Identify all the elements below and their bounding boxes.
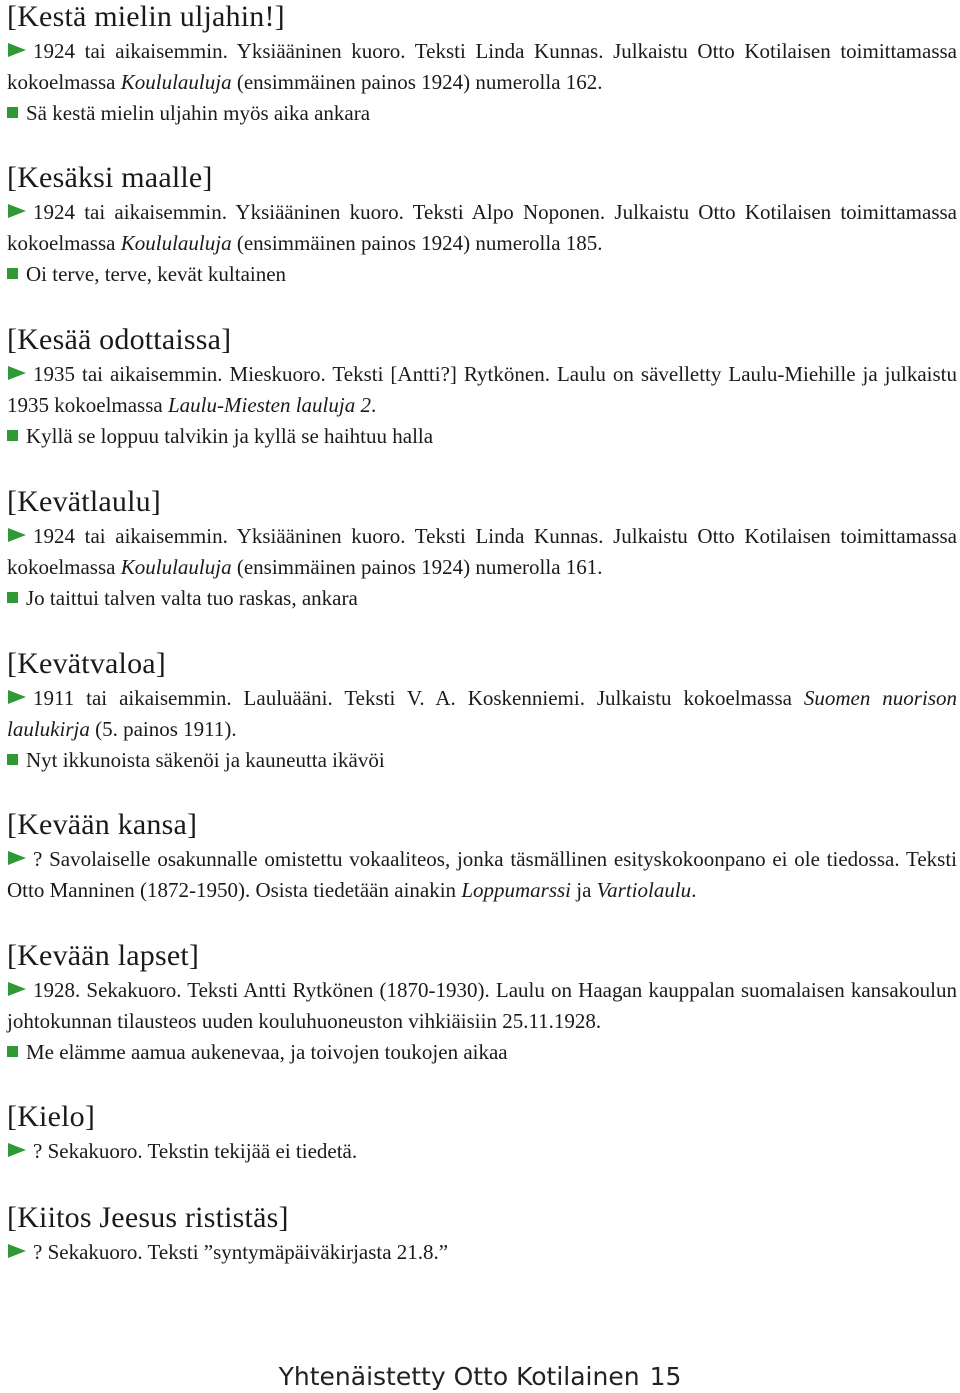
lyric-text: Jo taittui talven valta tuo raskas, ankara bbox=[26, 586, 358, 610]
publication-title: Loppumarssi bbox=[461, 878, 572, 902]
info-text-segment: (5. painos 1911). bbox=[89, 717, 237, 741]
song-info-text bbox=[33, 1139, 357, 1163]
publication-title: Koululauluja bbox=[120, 231, 232, 255]
song-info-text bbox=[7, 39, 957, 94]
song-title: [Kestä mielin uljahin!] bbox=[7, 0, 285, 33]
publication-title: Vartiolaulu bbox=[596, 878, 692, 902]
song-entry bbox=[7, 1201, 957, 1268]
green-square-icon bbox=[7, 107, 18, 118]
page-footer bbox=[0, 1362, 960, 1392]
right-triangle-icon bbox=[7, 197, 33, 228]
green-square-icon bbox=[7, 592, 18, 603]
right-triangle-icon bbox=[7, 844, 33, 875]
right-triangle-icon bbox=[7, 359, 33, 390]
song-info-text bbox=[7, 200, 957, 255]
info-text-segment: 1924 tai aikaisemmin. Yksiääninen kuoro. Teksti Linda Kunnas. Julkaistu Otto Kotilaisen toimittamassa kokoelmassa bbox=[7, 524, 957, 579]
song-info bbox=[7, 975, 957, 1037]
song-entry bbox=[7, 161, 957, 290]
lyric-text: Me elämme aamua aukenevaa, ja toivojen toukojen aikaa bbox=[26, 1040, 508, 1064]
song-entry bbox=[7, 939, 957, 1068]
lyric-text: Oi terve, terve, kevät kultainen bbox=[26, 262, 287, 286]
song-title: [Kiitos Jeesus rististäs] bbox=[7, 1201, 289, 1234]
info-text-segment: . bbox=[370, 393, 377, 417]
song-info bbox=[7, 197, 957, 259]
right-triangle-icon bbox=[7, 1136, 33, 1167]
green-square-icon bbox=[7, 754, 18, 765]
info-text-segment: 1924 tai aikaisemmin. Yksiääninen kuoro. Teksti Alpo Noponen. Julkaistu Otto Kotilaisen toimittamassa kokoelmassa bbox=[7, 200, 957, 255]
song-title: [Kevään lapset] bbox=[7, 939, 200, 972]
song-entry bbox=[7, 808, 957, 906]
right-triangle-icon bbox=[7, 1237, 33, 1268]
info-text-segment: 1935 tai aikaisemmin. Mieskuoro. Teksti [Antti?] Rytkönen. Laulu on sävelletty Laulu-Miehille ja julkaistu 1935 kokoelmassa bbox=[7, 362, 957, 417]
song-info bbox=[7, 1237, 957, 1268]
song-entry bbox=[7, 1100, 957, 1167]
green-square-icon bbox=[7, 430, 18, 441]
song-first-line bbox=[7, 583, 957, 614]
song-info-text bbox=[7, 978, 957, 1033]
footer-title: Yhtenäistetty Otto Kotilainen bbox=[278, 1362, 640, 1391]
info-text-segment: ? Sekakuoro. Teksti ”syntymäpäiväkirjasta 21.8.” bbox=[33, 1240, 449, 1264]
song-title: [Kevään kansa] bbox=[7, 808, 198, 841]
song-info-text bbox=[33, 1240, 448, 1264]
song-first-line bbox=[7, 421, 957, 452]
song-title: [Kielo] bbox=[7, 1100, 96, 1133]
info-text-segment: 1911 tai aikaisemmin. Lauluääni. Teksti V. A. Koskenniemi. Julkaistu kokoelmassa bbox=[33, 686, 804, 710]
page-number: 15 bbox=[649, 1362, 682, 1391]
lyric-text: Kyllä se loppuu talvikin ja kyllä se haihtuu halla bbox=[26, 424, 434, 448]
right-triangle-icon bbox=[7, 683, 33, 714]
info-text-segment: ja bbox=[571, 878, 597, 902]
song-title: [Kevätvaloa] bbox=[7, 647, 166, 680]
publication-title: Koululauluja bbox=[120, 70, 232, 94]
green-square-icon bbox=[7, 1046, 18, 1057]
song-info bbox=[7, 844, 957, 906]
song-title: [Kesäksi maalle] bbox=[7, 161, 213, 194]
info-text-segment: . bbox=[691, 878, 697, 902]
green-square-icon bbox=[7, 268, 18, 279]
song-info-text bbox=[7, 847, 957, 902]
info-text-segment: ? Savolaiselle osakunnalle omistettu vokaaliteos, jonka täsmällinen esityskokoonpano ei ole tiedossa. Teksti Otto Manninen (1872-1950). Osista tiedetään ainakin bbox=[7, 847, 957, 902]
lyric-text: Sä kestä mielin uljahin myös aika ankara bbox=[26, 101, 371, 125]
song-info-text bbox=[7, 524, 957, 579]
info-text-segment: (ensimmäinen painos 1924) numerolla 185. bbox=[231, 231, 603, 255]
info-text-segment: ? Sekakuoro. Tekstin tekijää ei tiedetä. bbox=[33, 1139, 358, 1163]
info-text-segment: (ensimmäinen painos 1924) numerolla 162. bbox=[231, 70, 603, 94]
info-text-segment: 1924 tai aikaisemmin. Yksiääninen kuoro. Teksti Linda Kunnas. Julkaistu Otto Kotilaisen toimittamassa kokoelmassa bbox=[7, 39, 957, 94]
song-info bbox=[7, 359, 957, 421]
song-first-line bbox=[7, 745, 957, 776]
publication-title: Laulu-Miesten lauluja 2 bbox=[167, 393, 371, 417]
lyric-text: Nyt ikkunoista säkenöi ja kauneutta ikävöi bbox=[26, 748, 385, 772]
song-entry bbox=[7, 647, 957, 776]
song-first-line bbox=[7, 98, 957, 129]
song-info bbox=[7, 36, 957, 98]
song-entry bbox=[7, 485, 957, 614]
publication-title: Suomen nuorison laulukirja bbox=[7, 686, 957, 741]
song-title: [Kesää odottaissa] bbox=[7, 323, 232, 356]
right-triangle-icon bbox=[7, 36, 33, 67]
right-triangle-icon bbox=[7, 521, 33, 552]
song-first-line bbox=[7, 259, 957, 290]
song-title: [Kevätlaulu] bbox=[7, 485, 161, 518]
song-info bbox=[7, 521, 957, 583]
right-triangle-icon bbox=[7, 975, 33, 1006]
publication-title: Koululauluja bbox=[120, 555, 232, 579]
info-text-segment: 1928. Sekakuoro. Teksti Antti Rytkönen (1870-1930). Laulu on Haagan kauppalan suomalaisen kansakoulun johtokunnan tilausteos uuden kouluhuoneuston vihkiäisiin 25.11.1928. bbox=[7, 978, 957, 1033]
song-entry bbox=[7, 323, 957, 452]
song-first-line bbox=[7, 1037, 957, 1068]
song-entry bbox=[7, 0, 957, 129]
song-info bbox=[7, 1136, 957, 1167]
song-info-text bbox=[7, 686, 957, 741]
song-info bbox=[7, 683, 957, 745]
song-info-text bbox=[7, 362, 957, 417]
info-text-segment: (ensimmäinen painos 1924) numerolla 161. bbox=[231, 555, 603, 579]
